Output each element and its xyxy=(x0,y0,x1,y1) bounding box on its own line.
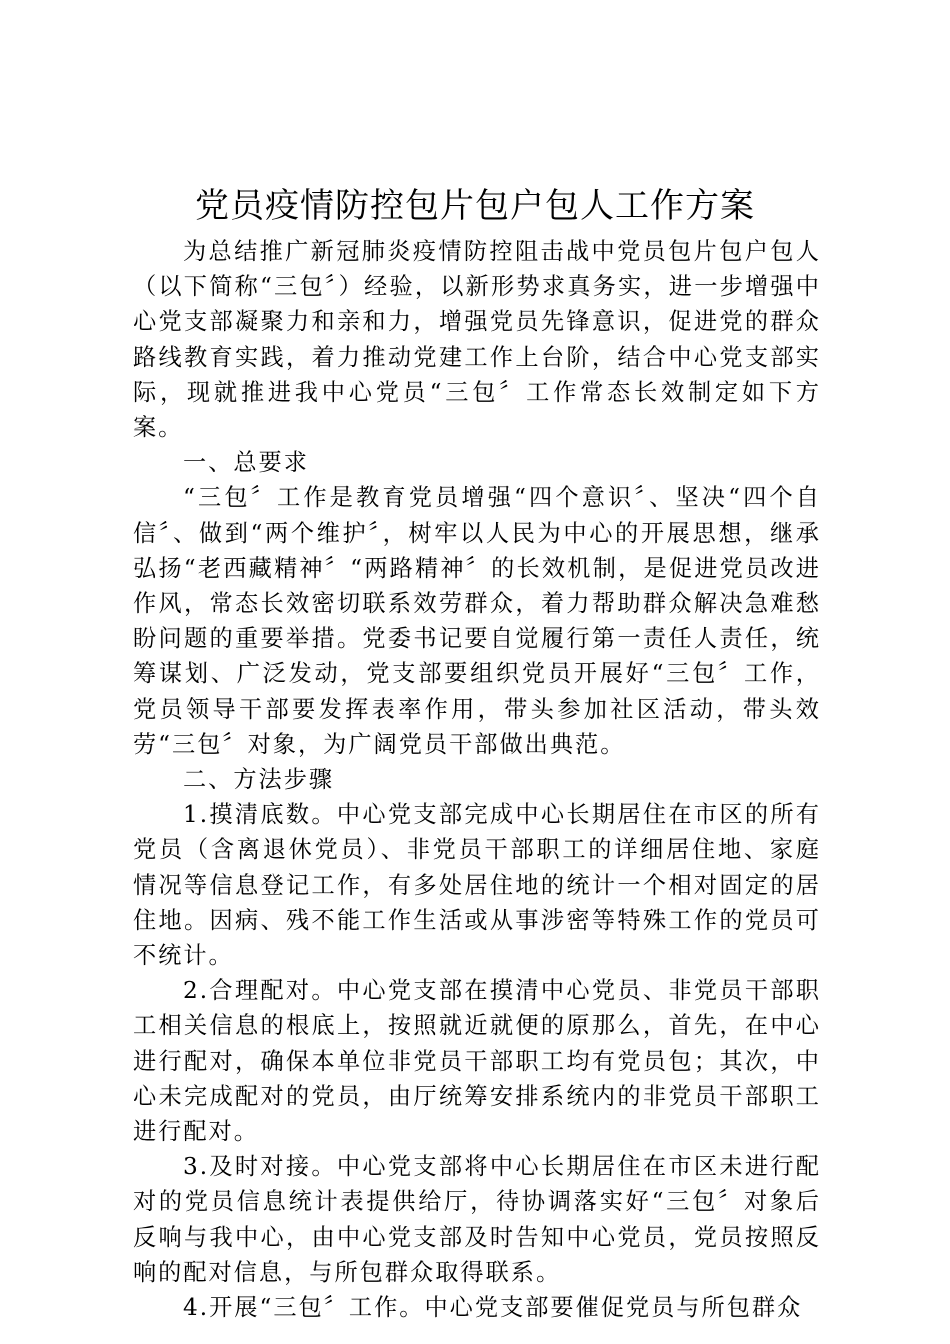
document-body xyxy=(133,234,821,1325)
intro-paragraph: 为总结推广新冠肺炎疫情防控阻击战中党员包片包户包人（以下简称“三包〞）经验，以新形势求真务实，进一步增强中心党支部凝聚力和亲和力，增强党员先锋意识，促进党的群众路线教育实践，着力推动党建工作上台阶，结合中心党支部实际，现就推进我中心党员“三包〞工作常态长效制定如下方案。 xyxy=(133,238,821,442)
step-2-paragraph: 2.合理配对。中心党支部在摸清中心党员、非党员干部职工相关信息的根底上，按照就近就便的原那么，首先，在中心进行配对，确保本单位非党员干部职工均有党员包；其次，中心未完成配对的党员，由厅统筹安排系统内的非党员干部职工进行配对。 xyxy=(133,977,821,1146)
general-requirements-paragraph: “三包〞工作是教育党员增强“四个意识〞、坚决“四个自信〞、做到“两个维护〞，树牢以人民为中心的开展思想，继承弘扬“老西藏精神〞“两路精神〞的长效机制，是促进党员改进作风，常态长效密切联系效劳群众，着力帮助群众解决急难愁盼问题的重要举措。党委书记要自觉履行第一责任人责任，统筹谋划、广泛发动，党支部要组织党员开展好“三包〞工作，党员领导干部要发挥表率作用，带头参加社区活动，带头效劳“三包〞对象，为广阔党员干部做出典范。 xyxy=(133,484,821,758)
step-4-paragraph: 4.开展“三包〞工作。中心党支部要催促党员与所包群众 xyxy=(183,1294,803,1322)
document-title: 党员疫情防控包片包户包人工作方案 xyxy=(195,186,755,226)
step-3-paragraph: 3.及时对接。中心党支部将中心长期居住在市区未进行配对的党员信息统计表提供给厅，待协调落实好“三包〞对象后反响与我中心，由中心党支部及时告知中心党员，党员按照反响的配对信息，与所包群众取得联系。 xyxy=(133,1153,821,1286)
section-heading-general-requirements: 一、总要求 xyxy=(183,449,309,477)
step-1-paragraph: 1.摸清底数。中心党支部完成中心长期居住在市区的所有党员（含离退休党员）、非党员干部职工的详细居住地、家庭情况等信息登记工作，有多处居住地的统计一个相对固定的居住地。因病、残不能工作生活或从事涉密等特殊工作的党员可不统计。 xyxy=(133,801,821,970)
section-heading-method-steps: 二、方法步骤 xyxy=(183,766,335,794)
